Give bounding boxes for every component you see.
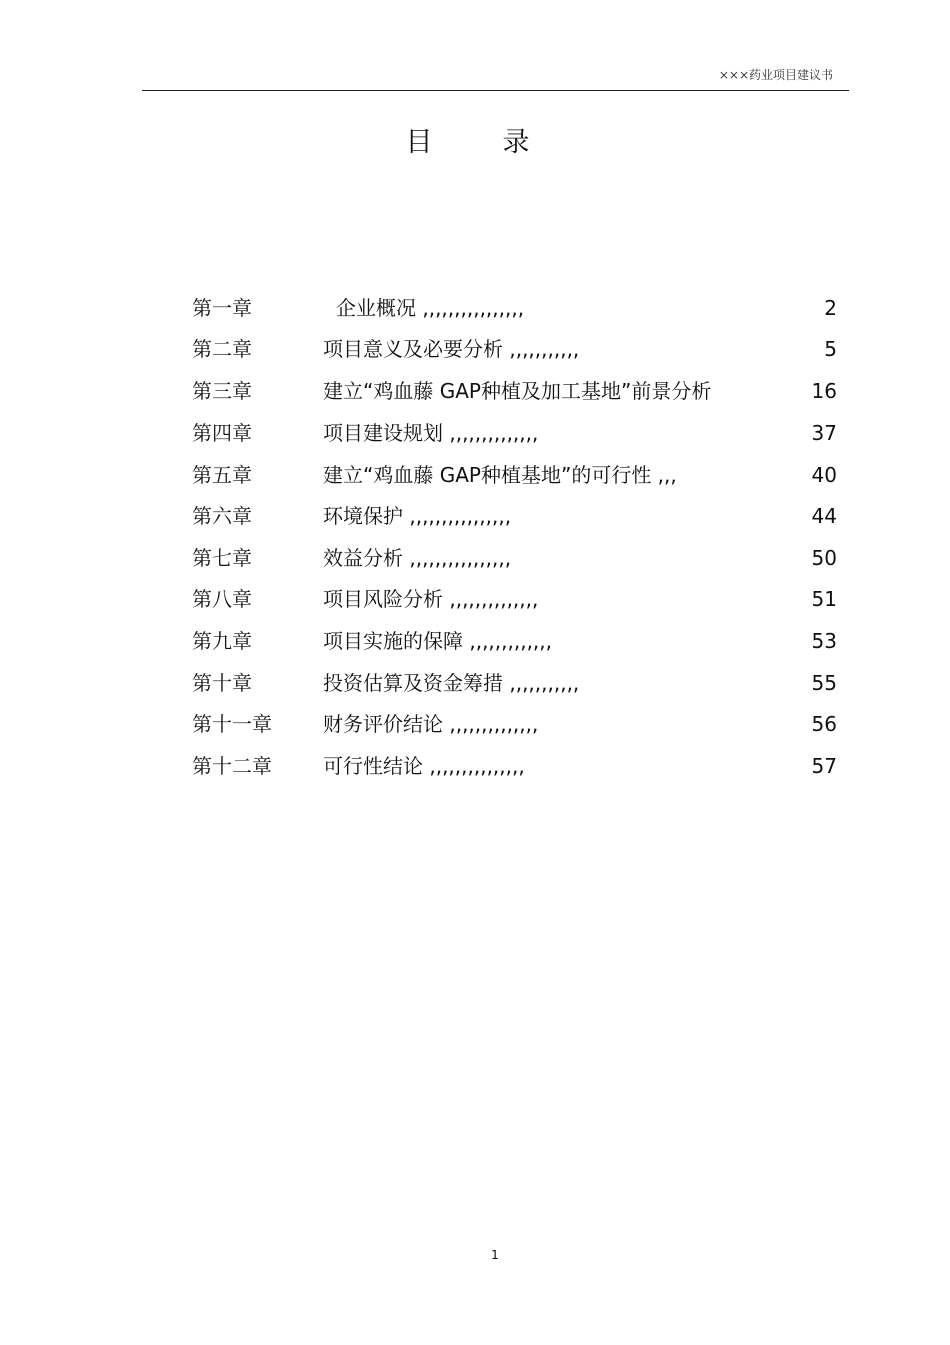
toc-row[interactable] bbox=[0, 584, 950, 614]
toc-entry-title: 项目风险分析 ,,,,,,,,,,,,,, bbox=[323, 587, 539, 611]
toc-row[interactable] bbox=[0, 709, 950, 739]
toc-title-right: 录 bbox=[502, 127, 530, 158]
toc-chapter: 第三章 bbox=[192, 379, 252, 403]
toc-page-number: 53 bbox=[811, 629, 837, 653]
toc-row[interactable] bbox=[0, 334, 950, 364]
page-number: 1 bbox=[491, 1248, 499, 1262]
toc-chapter: 第二章 bbox=[192, 337, 252, 361]
toc-row[interactable] bbox=[0, 501, 950, 531]
toc-chapter: 第十章 bbox=[192, 671, 252, 695]
toc-chapter: 第十二章 bbox=[192, 754, 272, 778]
toc-page-number: 2 bbox=[824, 296, 837, 320]
toc-chapter: 第十一章 bbox=[192, 712, 272, 736]
toc-row[interactable] bbox=[0, 626, 950, 656]
toc-page-number: 44 bbox=[811, 504, 837, 528]
toc-row[interactable] bbox=[0, 460, 950, 490]
toc-entry-title: 效益分析 ,,,,,,,,,,,,,,,, bbox=[323, 546, 512, 570]
toc-chapter: 第八章 bbox=[192, 587, 252, 611]
running-header: ×××药业项目建议书 bbox=[718, 68, 833, 82]
toc-chapter: 第七章 bbox=[192, 546, 252, 570]
toc-chapter: 第九章 bbox=[192, 629, 252, 653]
toc-chapter: 第六章 bbox=[192, 504, 252, 528]
toc-entry-title: 投资估算及资金筹措 ,,,,,,,,,,, bbox=[323, 671, 580, 695]
toc-page-number: 50 bbox=[811, 546, 837, 570]
toc-row[interactable] bbox=[0, 751, 950, 781]
toc-page-number: 16 bbox=[811, 379, 837, 403]
toc-page-number: 56 bbox=[811, 712, 837, 736]
toc-entry-title: 建立“鸡血藤 GAP种植及加工基地”前景分析 bbox=[323, 379, 712, 403]
toc-entry-title: 可行性结论 ,,,,,,,,,,,,,,, bbox=[323, 754, 525, 778]
toc-page-number: 55 bbox=[811, 671, 837, 695]
toc-page-number: 5 bbox=[824, 337, 837, 361]
toc-entry-title: 财务评价结论 ,,,,,,,,,,,,,, bbox=[323, 712, 539, 736]
toc-entry-title: 项目实施的保障 ,,,,,,,,,,,,, bbox=[323, 629, 553, 653]
toc-entry-title: 项目意义及必要分析 ,,,,,,,,,,, bbox=[323, 337, 580, 361]
toc-page-number: 37 bbox=[811, 421, 837, 445]
toc-chapter: 第五章 bbox=[192, 463, 252, 487]
toc-entry-title: 环境保护 ,,,,,,,,,,,,,,,, bbox=[323, 504, 512, 528]
toc-page-number: 57 bbox=[811, 754, 837, 778]
toc-row[interactable] bbox=[0, 376, 950, 406]
toc-row[interactable] bbox=[0, 293, 950, 323]
toc-entry-title: 项目建设规划 ,,,,,,,,,,,,,, bbox=[323, 421, 539, 445]
toc-title-left: 目 bbox=[405, 127, 433, 158]
toc-entry-title: 建立“鸡血藤 GAP种植基地”的可行性 ,,, bbox=[323, 463, 677, 487]
toc-chapter: 第一章 bbox=[192, 296, 252, 320]
toc-row[interactable] bbox=[0, 543, 950, 573]
toc-page-number: 40 bbox=[811, 463, 837, 487]
toc-page-number: 51 bbox=[811, 587, 837, 611]
toc-row[interactable] bbox=[0, 668, 950, 698]
toc-entry-title: 企业概况 ,,,,,,,,,,,,,,,, bbox=[336, 296, 525, 320]
toc-chapter: 第四章 bbox=[192, 421, 252, 445]
toc-row[interactable] bbox=[0, 418, 950, 448]
